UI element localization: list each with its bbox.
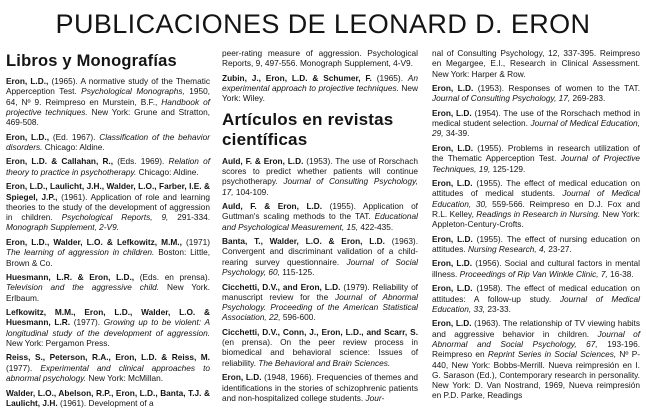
reference-text: (en prensa). On the peer review process in biomedical and behavioral science: Issues of reliability. bbox=[222, 337, 418, 368]
reference-entry bbox=[432, 83, 640, 104]
author-names: Walder, L.O., Abelson, R.P., Eron, L.D., Banta, T.J. & Laulicht, J.H. bbox=[6, 387, 210, 408]
section-heading-books: Libros y Monografías bbox=[6, 52, 177, 70]
reference-text: (1956). Social and cultural factors in mental illness. bbox=[432, 258, 640, 279]
reference-source-italic: Nursing Research, 4, bbox=[467, 243, 546, 254]
reference-entry bbox=[432, 258, 640, 279]
author-names: Reiss, S., Peterson, R.A., Eron, L.D. & Reiss, M. bbox=[6, 352, 210, 363]
reference-text: (1953). The use of Rorschach scores to predict whether patients will continue psychotherapy. bbox=[222, 155, 419, 187]
reference-text: New York: Grune and Stratton, 469-508. bbox=[6, 106, 210, 128]
reference-entry bbox=[222, 156, 418, 197]
articles-list-continued bbox=[432, 83, 640, 401]
reference-entry bbox=[432, 234, 640, 255]
reference-text: Chicago: Aldine. bbox=[42, 141, 105, 152]
books-list bbox=[6, 76, 210, 408]
author-names: Eron, L.D., bbox=[6, 76, 49, 86]
articles-list bbox=[222, 156, 418, 403]
reference-source-italic: The learning of aggression in children. bbox=[6, 247, 155, 258]
reference-source-italic: Journal of Medical Education, 33, bbox=[432, 293, 640, 314]
reference-source-italic: Relation of theory to practice in psychotherapy. bbox=[6, 156, 211, 177]
author-names: Cicchetti, D.V., Conn, J., Eron, L.D., and Scarr, S. bbox=[222, 326, 418, 337]
reference-text: 23-27. bbox=[545, 243, 572, 254]
author-names: Eron, L.D. bbox=[432, 283, 473, 294]
continued-entry: nal of Consulting Psychology, 12, 337-395. Reimpreso en Megargee, E.I., Research in Clinical Assessment. New York: Harper & Row. bbox=[432, 48, 640, 79]
reference-text: (1965). bbox=[371, 72, 408, 83]
reference-text: New York. Erlbaum. bbox=[6, 282, 210, 303]
reference-entry bbox=[6, 181, 210, 232]
reference-text: 23-33. bbox=[485, 303, 511, 314]
reference-text: (1954). The use of the Rorschach method in medical student selection. bbox=[432, 107, 641, 129]
reference-text: (1977). bbox=[6, 362, 41, 373]
reference-text: (1979). Reliability of manuscript review for the bbox=[222, 281, 418, 302]
reference-text: New York: Pergamon Press. bbox=[6, 337, 110, 348]
reference-entry bbox=[6, 307, 210, 348]
author-names: Eron, L.D. bbox=[222, 372, 262, 383]
reference-entry bbox=[432, 178, 640, 229]
reference-source-italic: Psychological Reports, 9, bbox=[61, 212, 169, 223]
author-names: Auld, F. & Eron, L.D. bbox=[222, 155, 304, 166]
reference-entry bbox=[222, 201, 418, 232]
reference-source-italic: Jour- bbox=[365, 392, 385, 403]
reference-entry bbox=[222, 372, 418, 403]
reference-text: 34-39. bbox=[443, 128, 470, 139]
reference-source-italic: The Behavioral and Brain Sciences. bbox=[258, 357, 391, 368]
reference-entry bbox=[6, 132, 210, 153]
reference-entry bbox=[222, 73, 418, 104]
reference-source-italic: Classification of the behavior disorders. bbox=[6, 131, 210, 152]
reference-source-italic: Television and the aggressive child. bbox=[6, 282, 160, 293]
reference-text: 115-125. bbox=[279, 267, 315, 278]
reference-source-italic: Growing up to be violent: A longitudinal study of the development of aggression. bbox=[6, 317, 211, 338]
reference-text: Chicago: Aldine. bbox=[136, 166, 199, 177]
reference-source-italic: An experimental approach to projective techniques. bbox=[222, 72, 418, 94]
reference-text: 16-38. bbox=[607, 268, 634, 279]
reference-entry bbox=[6, 388, 210, 409]
reference-source-italic: Journal of Abnormal Psychology. Proceeding of the American Statistical Association, 22, bbox=[222, 291, 418, 323]
reference-text: (1955). Problems in research utilization of the Thematic Apperception Test. bbox=[432, 142, 640, 164]
reference-entry bbox=[432, 143, 640, 174]
reference-text: 104-109. bbox=[233, 186, 269, 197]
reference-text: Boston: Little, Brown & Co. bbox=[6, 247, 211, 268]
reference-source-italic: Readings in Research in Nursing. bbox=[476, 208, 601, 219]
reference-text: (1955). Application of Guttman's scaling methods to the TAT. bbox=[222, 201, 418, 222]
reference-text: (1963). The relationship of TV viewing habits and aggressive behavior in children. bbox=[432, 318, 640, 339]
reference-text: (1955). The effect of nursing education on attitudes. bbox=[432, 233, 640, 254]
author-names: Auld, F. & Eron, L.D. bbox=[222, 201, 323, 212]
reference-text: 125-129. bbox=[490, 163, 526, 174]
author-names: Eron, L.D., bbox=[6, 131, 50, 142]
reference-source-italic: Journal of Medical Education, 30, bbox=[432, 188, 640, 209]
reference-entry bbox=[222, 282, 418, 323]
reference-text: (1955). The effect of medical education on attitudes of medical students. bbox=[432, 178, 640, 199]
reference-text: (1971) bbox=[181, 236, 210, 247]
author-names: Zubin, J., Eron, L.D. & Schumer, F. bbox=[222, 72, 372, 83]
reference-text: (1953). Responses of women to the TAT. bbox=[473, 83, 640, 94]
reference-text: New York: Appleton-Century-Crofts. bbox=[432, 208, 640, 230]
author-names: Banta, T., Walder, L.O. & Eron, L.D. bbox=[222, 236, 385, 247]
reference-entry bbox=[6, 352, 210, 383]
reference-text: (Ed. 1967). bbox=[49, 131, 100, 142]
author-names: Lefkowitz, M.M., Eron, L.D., Walder, L.O. & Huesmann, L.R. bbox=[6, 307, 210, 328]
column-2 bbox=[222, 48, 418, 407]
reference-entry bbox=[222, 236, 418, 277]
reference-entry bbox=[432, 108, 640, 139]
reference-text: 291-334. bbox=[168, 212, 210, 223]
reference-source-italic: Journal of Social Psychology, 60, bbox=[222, 256, 418, 278]
reference-source-italic: Proceedings of Rip Van Winkle Clinic, 7, bbox=[459, 268, 608, 279]
reference-source-italic: Experimental and clinical approaches to abnormal psychology. bbox=[6, 362, 210, 384]
reference-text: (1948, 1966). Frequencies of themes and identifications in the stories of schizophrenic patients and non-hospitalized college students. bbox=[222, 372, 418, 403]
author-names: Cicchetti, D.V., and Eron, L.D. bbox=[222, 281, 341, 292]
reference-text: (Eds. 1969). bbox=[113, 156, 169, 167]
reference-source-italic: Handbook of projective techniques. bbox=[6, 96, 210, 117]
reference-entry bbox=[6, 237, 210, 268]
reference-source-italic: Journal of Consulting Psychology, 17, bbox=[432, 93, 571, 104]
reference-source-italic: Reprint Series in Social Sciences, bbox=[487, 349, 617, 360]
author-names: Eron, L.D. & Callahan, R., bbox=[6, 156, 114, 167]
reference-source-italic: Journal of Abnormal and Social Psychology, 67, bbox=[432, 328, 641, 349]
reference-source-italic: Journal of Medical Education, 29, bbox=[432, 118, 640, 139]
reference-source-italic: Journal of Consulting Psychology, 17, bbox=[222, 176, 418, 197]
reference-source-italic: Psychological Monographs, bbox=[81, 86, 185, 97]
reference-entry bbox=[432, 283, 640, 314]
reference-entry bbox=[6, 156, 210, 177]
reference-source-italic: Journal of Projective Techniques, 19, bbox=[432, 153, 641, 174]
reference-text: (Eds. en prensa). bbox=[134, 271, 210, 282]
reference-entry bbox=[6, 272, 210, 303]
author-names: Eron, L.D. bbox=[432, 178, 473, 189]
reference-text: 1950, 64, Nº 9. Reimpreso en Murstein, B.F., bbox=[6, 86, 210, 107]
reference-entry bbox=[222, 327, 418, 368]
reference-text: (1965). A normative study of the Thematic Apperception Test. bbox=[6, 76, 210, 97]
author-names: Eron, L.D., Walder, L.O. & Lefkowitz, M.M., bbox=[6, 236, 182, 247]
reference-text: New York: McMillan. bbox=[86, 373, 164, 384]
books-list-continued bbox=[222, 73, 418, 104]
reference-text: 596-600. bbox=[280, 312, 316, 323]
reference-text: New York: Wiley. bbox=[222, 83, 419, 104]
reference-text: (1963). Convergent and discriminant validation of a child-rearing survey questionnaire. bbox=[222, 236, 418, 267]
author-names: Eron, L.D., Laulicht, J.H., Walder, L.O., Farber, I.E. & Spiegel, J.P., bbox=[6, 181, 210, 202]
reference-source-italic: Educational and Psychological Measurement, 15, bbox=[222, 211, 418, 232]
author-names: Eron, L.D. bbox=[432, 318, 472, 329]
author-names: Eron, L.D. bbox=[432, 258, 473, 269]
column-1 bbox=[6, 48, 210, 412]
author-names: Huesmann, L.R. & Eron, L.D., bbox=[6, 271, 135, 282]
section-heading-articles: Artículos en revistas científicas bbox=[222, 109, 394, 149]
reference-text: 193-196. Reimpreso en bbox=[432, 338, 640, 360]
column-3 bbox=[432, 48, 640, 405]
reference-text: 559-566. Reimpreso en D.J. Fox and R.L. Kelley, bbox=[432, 198, 640, 219]
reference-text: 422-435. bbox=[358, 221, 394, 232]
author-names: Eron, L.D. bbox=[432, 107, 472, 118]
reference-text: Nº P-440, New York: Bobbs-Merrill. Nueva reimpresión en I. G. Sarason (Ed.), Contemporary research in personality. New York: D. Van Nostrand, 1969, Nueva reimpresión en P.D. Parke, Readings bbox=[432, 349, 640, 401]
reference-entry bbox=[432, 318, 640, 400]
reference-source-italic: Monograph Supplement, 2-V9. bbox=[6, 222, 120, 233]
reference-text: (1961). Development of a bbox=[57, 397, 154, 408]
reference-entry bbox=[6, 76, 210, 127]
continued-entry: peer-rating measure of aggression. Psychological Reports, 9, 497-556. Monograph Supplement, 4-V9. bbox=[222, 48, 418, 69]
author-names: Eron, L.D. bbox=[432, 233, 473, 244]
reference-text: 269-283. bbox=[570, 93, 606, 104]
reference-text: (1977). bbox=[70, 317, 104, 328]
reference-text: (1958). The effect of medical education on attitudes: A follow-up study. bbox=[432, 283, 640, 304]
reference-text: (1961). Application of role and learning theories to the study of the development of aggression in children. bbox=[6, 191, 210, 223]
author-names: Eron, L.D. bbox=[432, 142, 474, 153]
author-names: Eron, L.D. bbox=[432, 83, 474, 94]
page-title: PUBLICACIONES DE LEONARD D. ERON bbox=[55, 9, 591, 39]
